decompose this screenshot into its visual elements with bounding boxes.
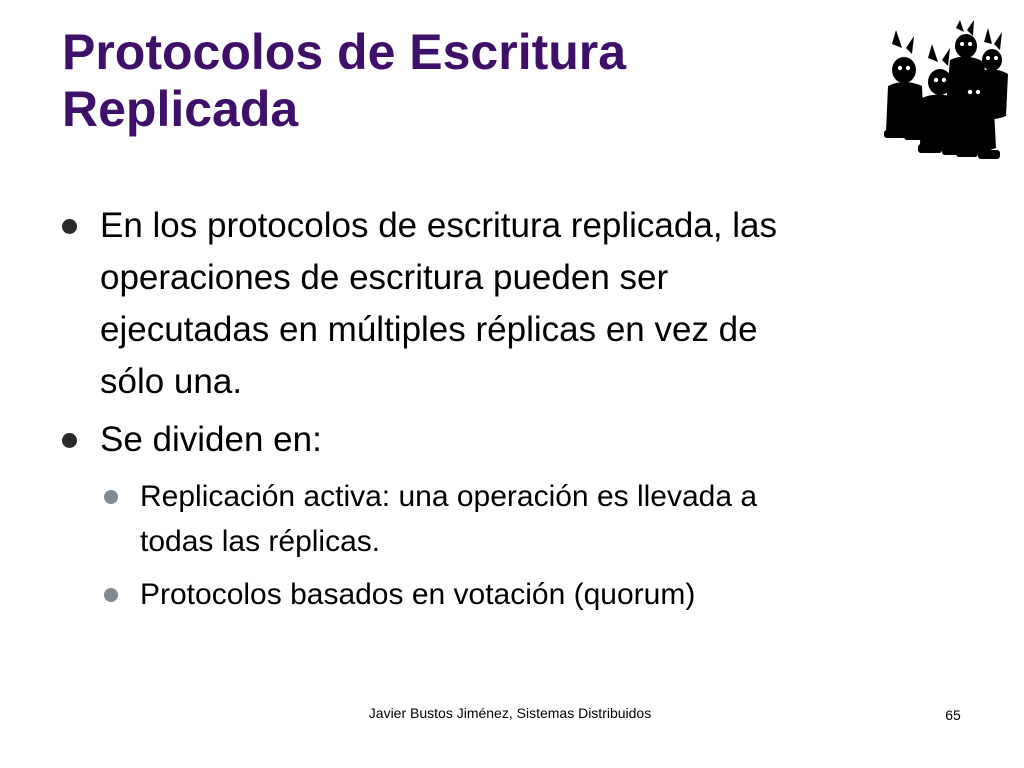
slide-title-line-1: Protocolos de Escritura — [62, 24, 627, 80]
slide-title — [62, 24, 782, 138]
sub-bullet-text-line: Protocolos basados en votación (quorum) — [140, 578, 696, 611]
sub-bullet-dot — [104, 490, 118, 504]
bullet-item — [100, 200, 950, 408]
slide-number: 65 — [945, 707, 961, 723]
sub-bullet-text-line: Replicación activa: una operación es llevada a — [140, 480, 758, 513]
sub-bullet-dot — [104, 588, 118, 602]
sub-bullet-item — [140, 572, 940, 617]
bullet-text-line: Se dividen en: — [100, 420, 322, 459]
bullet-dot — [62, 433, 77, 448]
bullet-item — [100, 414, 950, 466]
bullet-text-line: operaciones de escritura pueden ser — [100, 258, 669, 297]
bullet-dot — [62, 219, 77, 234]
sub-bullet-item — [140, 474, 940, 564]
bullet-text-line: sólo una. — [100, 362, 243, 401]
bullet-text-line: En los protocolos de escritura replicada, las — [100, 206, 778, 245]
footer-text: Javier Bustos Jiménez, Sistemas Distribuidos — [368, 705, 652, 721]
bullet-text-line: ejecutadas en múltiples réplicas en vez de — [100, 310, 758, 349]
rabbits-silhouette-icon — [884, 20, 1010, 162]
slide-title-line-2: Replicada — [62, 81, 299, 137]
sub-bullet-text-line: todas las réplicas. — [140, 525, 381, 558]
